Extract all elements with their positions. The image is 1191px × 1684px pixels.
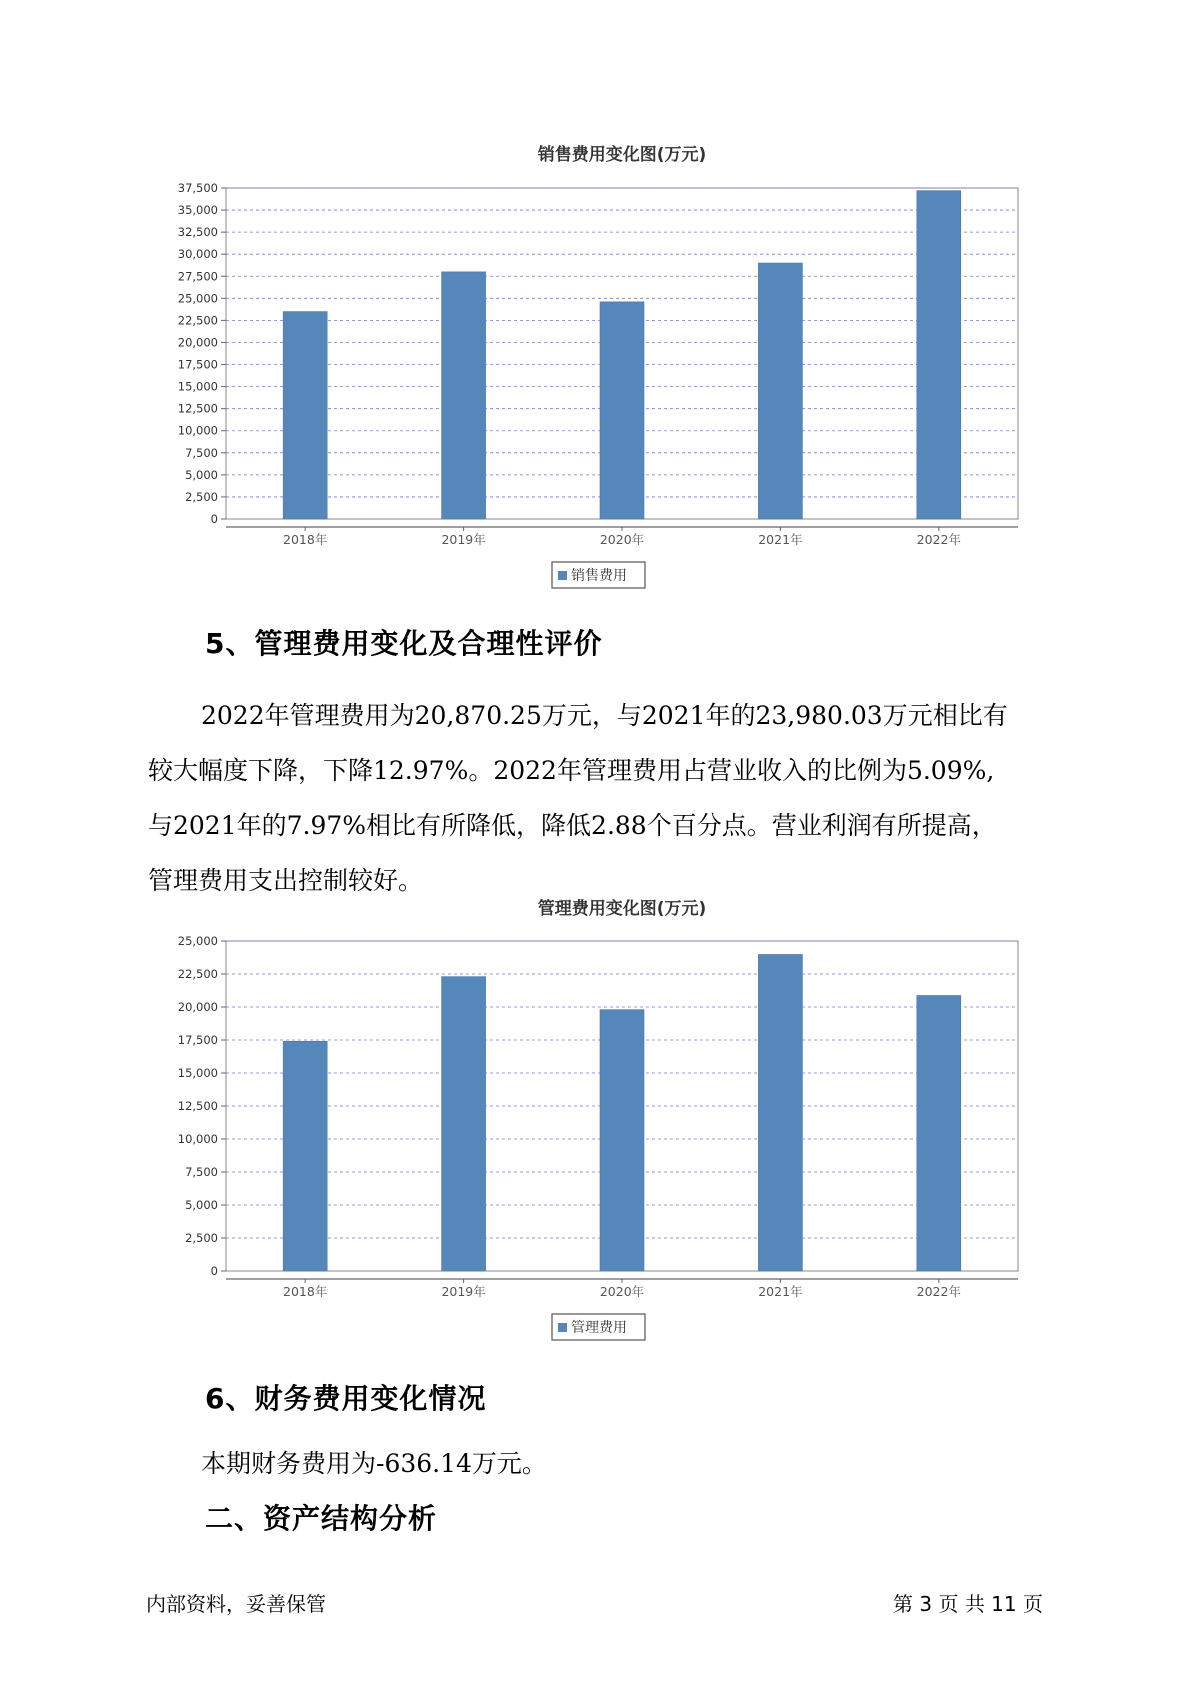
admin-expense-chart bbox=[0, 894, 1191, 1344]
bar bbox=[600, 1010, 644, 1271]
y-tick-label: 22,500 bbox=[177, 313, 218, 328]
x-tick-label: 2021年 bbox=[758, 532, 803, 547]
sales-expense-chart bbox=[0, 136, 1191, 596]
y-tick-label: 5,000 bbox=[185, 1198, 218, 1212]
y-tick-label: 30,000 bbox=[177, 247, 218, 262]
legend-swatch bbox=[558, 1323, 567, 1332]
y-tick-label: 17,500 bbox=[177, 1033, 218, 1047]
bar bbox=[442, 977, 486, 1271]
y-tick-label: 22,500 bbox=[177, 967, 218, 981]
y-tick-label: 12,500 bbox=[177, 401, 218, 416]
chart-title: 管理费用变化图(万元) bbox=[537, 899, 707, 919]
y-tick-label: 0 bbox=[210, 1264, 218, 1278]
y-tick-label: 5,000 bbox=[185, 467, 218, 482]
y-tick-label: 32,500 bbox=[177, 225, 218, 240]
y-tick-label: 15,000 bbox=[177, 1066, 218, 1080]
y-tick-label: 25,000 bbox=[177, 291, 218, 306]
y-tick-label: 25,000 bbox=[177, 934, 218, 948]
legend-label: 销售费用 bbox=[571, 568, 627, 584]
footer-confidential: 内部资料，妥善保管 bbox=[146, 1592, 326, 1616]
y-tick-label: 7,500 bbox=[185, 1165, 218, 1179]
y-tick-label: 12,500 bbox=[177, 1099, 218, 1113]
y-tick-label: 20,000 bbox=[177, 335, 218, 350]
paragraph-line: 管理费用支出控制较好。 bbox=[148, 866, 424, 895]
legend-swatch bbox=[558, 571, 567, 580]
section-5-heading: 5、管理费用变化及合理性评价 bbox=[205, 627, 603, 660]
paragraph-line: 与2021年的7.97%相比有所降低，降低2.88个百分点。营业利润有所提高， bbox=[148, 811, 997, 840]
section-6-heading: 6、财务费用变化情况 bbox=[205, 1382, 487, 1415]
y-tick-label: 35,000 bbox=[177, 203, 218, 218]
y-tick-label: 10,000 bbox=[177, 1132, 218, 1146]
y-tick-label: 17,500 bbox=[177, 357, 218, 372]
x-tick-label: 2022年 bbox=[916, 532, 961, 547]
bar bbox=[758, 263, 802, 519]
paragraph-line: 2022年管理费用为20,870.25万元，与2021年的23,980.03万元相比有 bbox=[201, 701, 1008, 730]
x-tick-label: 2021年 bbox=[758, 1284, 803, 1299]
x-tick-label: 2019年 bbox=[441, 532, 486, 547]
x-tick-label: 2019年 bbox=[441, 1284, 486, 1299]
admin-expense-chart-svg bbox=[0, 894, 1191, 1344]
y-tick-label: 2,500 bbox=[185, 489, 218, 504]
x-tick-label: 2018年 bbox=[283, 1284, 328, 1299]
y-tick-label: 15,000 bbox=[177, 379, 218, 394]
chart-title: 销售费用变化图(万元) bbox=[537, 145, 707, 165]
y-tick-label: 7,500 bbox=[185, 445, 218, 460]
financial-expense-text: 本期财务费用为-636.14万元。 bbox=[201, 1449, 547, 1478]
bar bbox=[442, 272, 486, 519]
y-tick-label: 2,500 bbox=[185, 1231, 218, 1245]
footer-page-number: 第 3 页 共 11 页 bbox=[893, 1592, 1043, 1616]
y-tick-label: 10,000 bbox=[177, 423, 218, 438]
bar bbox=[758, 954, 802, 1271]
asset-structure-heading: 二、资产结构分析 bbox=[205, 1502, 438, 1535]
bar bbox=[917, 191, 961, 519]
paragraph-line: 较大幅度下降，下降12.97%。2022年管理费用占营业收入的比例为5.09%, bbox=[148, 756, 995, 785]
legend-label: 管理费用 bbox=[571, 1320, 627, 1336]
y-tick-label: 0 bbox=[210, 512, 218, 526]
bar bbox=[283, 312, 327, 519]
y-tick-label: 27,500 bbox=[177, 269, 218, 284]
bar bbox=[283, 1041, 327, 1271]
y-tick-label: 37,500 bbox=[177, 181, 218, 195]
section-5-paragraph bbox=[148, 688, 1048, 908]
x-tick-label: 2018年 bbox=[283, 532, 328, 547]
x-tick-label: 2022年 bbox=[916, 1284, 961, 1299]
bar bbox=[600, 302, 644, 519]
x-tick-label: 2020年 bbox=[599, 1284, 645, 1299]
sales-expense-chart-svg bbox=[0, 136, 1191, 596]
x-tick-label: 2020年 bbox=[599, 532, 645, 547]
bar bbox=[917, 996, 961, 1271]
y-tick-label: 20,000 bbox=[177, 1000, 218, 1014]
